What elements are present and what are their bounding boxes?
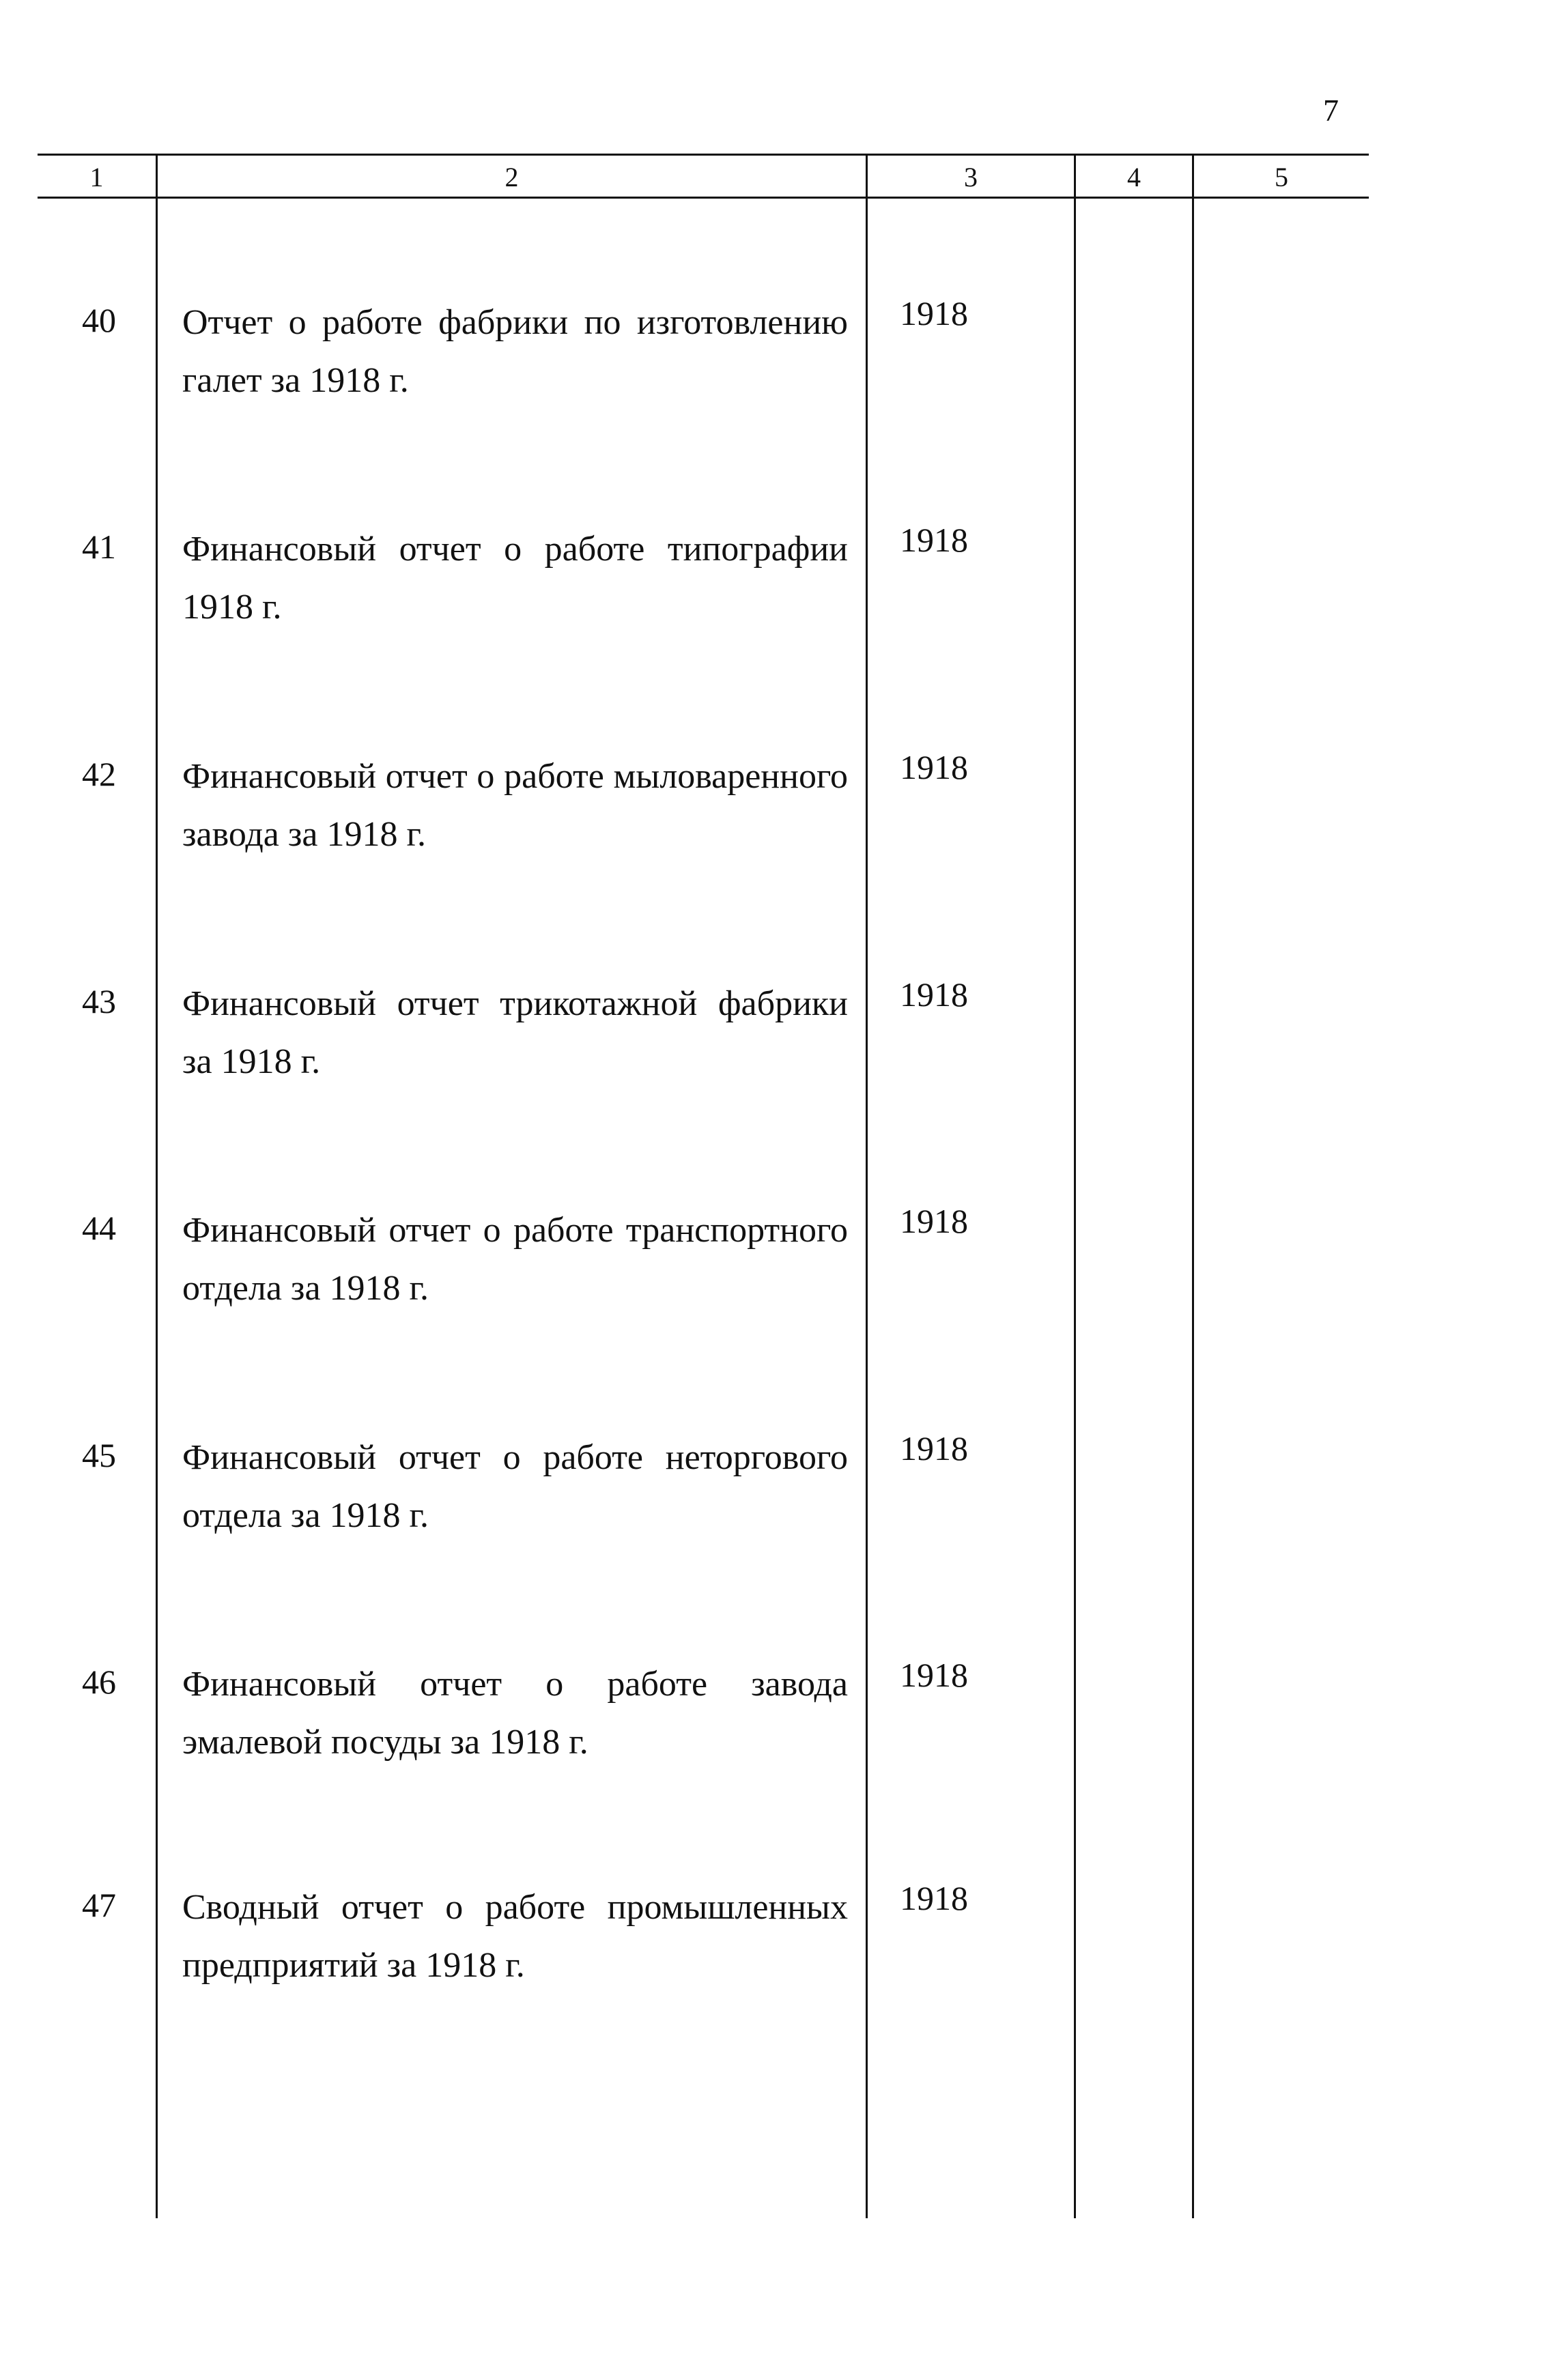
page-number: 7: [1323, 93, 1339, 128]
row-number: 45: [82, 1436, 116, 1474]
column-divider: [1192, 154, 1194, 2218]
row-year: 1918: [900, 294, 968, 332]
row-number: 41: [82, 528, 116, 566]
column-header: 2: [505, 162, 519, 192]
column-header: 1: [89, 162, 104, 192]
row-number: 44: [82, 1209, 116, 1247]
row-year: 1918: [900, 1429, 968, 1467]
column-divider: [156, 154, 158, 2218]
row-year: 1918: [900, 1202, 968, 1240]
header-bottom-rule: [38, 197, 1369, 199]
row-description: Финансовый отчет о работе типографии 1918 г.: [182, 530, 848, 627]
row-description: Финансовый отчет о работе завода эмалевой посуды за 1918 г.: [182, 1665, 848, 1762]
row-description: Финансовый отчет о работе неторгового отдела за 1918 г.: [182, 1438, 848, 1535]
row-number: 46: [82, 1663, 116, 1701]
row-year: 1918: [900, 748, 968, 786]
row-description: Сводный отчет о работе промышленных предприятий за 1918 г.: [182, 1888, 848, 1985]
row-year: 1918: [900, 975, 968, 1014]
row-number: 42: [82, 755, 116, 793]
row-description: Финансовый отчет о работе мыловаренного завода за 1918 г.: [182, 757, 848, 854]
header-top-rule: [38, 154, 1369, 156]
column-header: 4: [1127, 162, 1141, 192]
column-divider: [1074, 154, 1076, 2218]
row-year: 1918: [900, 521, 968, 559]
row-year: 1918: [900, 1879, 968, 1917]
row-description: Отчет о работе фабрики по изготовлению галет за 1918 г.: [182, 303, 848, 400]
column-divider: [866, 154, 868, 2218]
row-number: 43: [82, 982, 116, 1020]
row-year: 1918: [900, 1656, 968, 1694]
row-number: 40: [82, 301, 116, 339]
row-description: Финансовый отчет трикотажной фабрики за 1918 г.: [182, 984, 848, 1081]
row-number: 47: [82, 1886, 116, 1924]
row-description: Финансовый отчет о работе транспортного отдела за 1918 г.: [182, 1211, 848, 1308]
column-header: 3: [964, 162, 978, 192]
column-header: 5: [1275, 162, 1288, 192]
